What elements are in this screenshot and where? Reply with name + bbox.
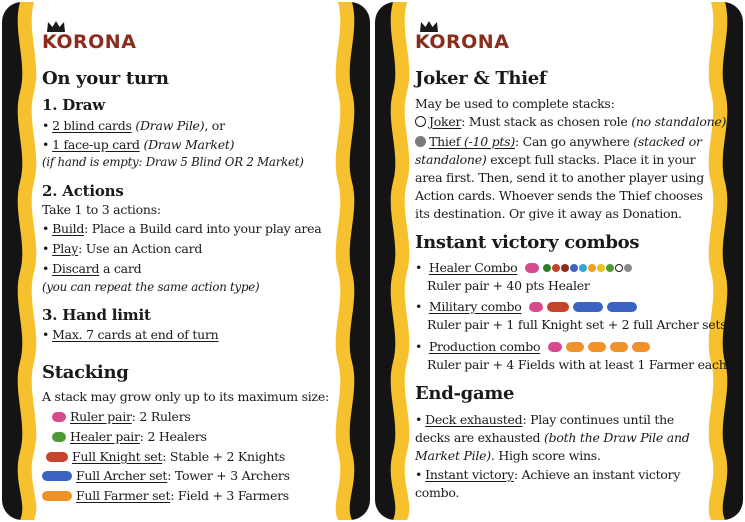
thief-note-2: standalone): [415, 152, 487, 167]
healer-combo-desc: Ruler pair + 40 pts Healer: [427, 278, 590, 293]
thief-label: Thief: [429, 134, 461, 149]
thief-token-icon: [415, 136, 426, 147]
hand-limit-rule: [42, 327, 218, 342]
deck-exhausted-note-2: (both the Draw Pile and: [543, 430, 690, 445]
actions-intro: Take 1 to 3 actions:: [42, 202, 161, 217]
repeat-note: (you can repeat the same action type): [42, 280, 260, 294]
instant-victory-line-2: combo.: [415, 485, 460, 500]
healer-pair-link[interactable]: Healer pair: [70, 429, 140, 444]
actions-title: 2. Actions: [42, 182, 124, 200]
joker-note: (no standalone): [631, 114, 727, 129]
healer-pair-text: : 2 Healers: [139, 429, 207, 444]
endgame-title: End-game: [415, 383, 515, 404]
thief-text-2: except full stacks. Place it in your: [486, 152, 696, 167]
ruler-chip-icon: [548, 342, 562, 352]
archer-set-link[interactable]: Full Archer set: [76, 468, 168, 483]
thief-note-1: (stacked or: [633, 134, 702, 149]
stacking-intro: A stack may grow only up to its maximum size:: [42, 389, 329, 404]
healer-dot-icon: [588, 264, 596, 272]
thief-rule-line-2: [415, 152, 695, 167]
stack-ruler-pair: [52, 409, 191, 424]
deck-exhausted-line-3: [415, 448, 601, 463]
ruler-chip-icon: [525, 263, 539, 273]
healer-dot-icon: [606, 264, 614, 272]
healer-combo-row: [415, 260, 633, 275]
deck-exhausted-note-3: Market Pile): [415, 448, 491, 463]
farmer-set-text: : Field + 3 Farmers: [170, 488, 289, 503]
joker-text: : Must stack as chosen role: [461, 114, 632, 129]
discard-text: a card: [99, 261, 142, 276]
military-combo-tokens: [529, 299, 641, 314]
healer-dot-icon: [561, 264, 569, 272]
draw-option-blind: [42, 118, 225, 133]
thief-rule-line-5: its destination. Or give it away as Donation.: [415, 206, 682, 221]
korona-logo: [42, 20, 152, 60]
action-play: [42, 241, 202, 256]
deck-exhausted-line-2: [415, 430, 690, 445]
knight-chip-icon: [46, 452, 68, 462]
archer-set-text: : Tower + 3 Archers: [167, 468, 290, 483]
joker-thief-intro: May be used to complete stacks:: [415, 96, 615, 111]
joker-rule: [415, 114, 730, 129]
korona-logo: [415, 20, 525, 60]
healer-dot-icon: [597, 264, 605, 272]
military-combo-row: [415, 299, 641, 314]
healer-dot-icon: [543, 264, 551, 272]
stacking-title: Stacking: [42, 362, 129, 383]
thief-link[interactable]: [429, 134, 515, 149]
healer-combo-tokens: [525, 260, 633, 275]
farmer-chip-icon: [610, 342, 628, 352]
farmer-chip-icon: [566, 342, 584, 352]
farmer-chip-icon: [42, 491, 72, 501]
build-link[interactable]: Build: [52, 221, 85, 236]
play-text: : Use an Action card: [78, 241, 203, 256]
archer-chip-icon: [42, 471, 72, 481]
action-discard: [42, 261, 141, 276]
production-combo-tokens: [548, 339, 654, 354]
knight-chip-icon: [547, 302, 569, 312]
deck-exhausted-link[interactable]: Deck exhausted: [425, 412, 523, 427]
archer-chip-icon: [607, 302, 637, 312]
logo-text: KORONA: [415, 31, 510, 53]
thief-rule-line-3: area first. Then, send it to another player using: [415, 170, 704, 185]
ruler-pair-link[interactable]: Ruler pair: [70, 409, 132, 424]
healer-combo-link[interactable]: Healer Combo: [428, 260, 518, 275]
instant-victory-line-1: [415, 467, 680, 482]
stack-healer-pair: [52, 429, 207, 444]
right-reference-card: [375, 2, 743, 520]
build-text: : Place a Build card into your play area: [84, 221, 322, 236]
healer-dot-icon: [615, 264, 623, 272]
combos-title: Instant victory combos: [415, 232, 640, 253]
draw-blind-note: (Draw Pile): [135, 118, 205, 133]
draw-title: 1. Draw: [42, 96, 106, 114]
deck-exhausted-text-2: decks are exhausted: [415, 430, 544, 445]
military-combo-link[interactable]: Military combo: [428, 299, 522, 314]
draw-blind-link[interactable]: 2 blind cards: [52, 118, 132, 133]
hand-limit-link[interactable]: Max. 7 cards at end of turn: [52, 327, 219, 342]
hand-limit-title: 3. Hand limit: [42, 306, 151, 324]
deck-exhausted-text-1: : Play continues until the: [522, 412, 675, 427]
draw-blind-tail: , or: [204, 118, 225, 133]
instant-victory-text-1: : Achieve an instant victory: [513, 467, 681, 482]
joker-token-icon: [415, 116, 426, 127]
left-reference-card: [2, 2, 370, 520]
deck-exhausted-text-3: . High score wins.: [490, 448, 601, 463]
ruler-pair-text: : 2 Rulers: [131, 409, 191, 424]
farmer-set-link[interactable]: Full Farmer set: [76, 488, 171, 503]
joker-thief-title: Joker & Thief: [415, 68, 547, 89]
draw-empty-hand-note: (if hand is empty: Draw 5 Blind OR 2 Market): [42, 155, 304, 169]
knight-set-text: : Stable + 2 Knights: [162, 449, 286, 464]
healer-chip-icon: [52, 432, 66, 442]
farmer-chip-icon: [588, 342, 606, 352]
logo-text: KORONA: [42, 31, 137, 53]
ruler-chip-icon: [52, 412, 66, 422]
stack-archer-set: [42, 468, 290, 483]
production-combo-desc: Ruler pair + 4 Fields with at least 1 Farmer each: [427, 357, 727, 372]
production-combo-link[interactable]: Production combo: [428, 339, 541, 354]
farmer-chip-icon: [632, 342, 650, 352]
stack-farmer-set: [42, 488, 289, 503]
healer-dot-icon: [552, 264, 560, 272]
draw-face-up-link[interactable]: 1 face-up card: [52, 137, 140, 152]
thief-text-1: : Can go anywhere: [514, 134, 634, 149]
thief-rule-line-1: [415, 134, 702, 149]
healer-dot-icon: [624, 264, 632, 272]
healer-dot-icon: [570, 264, 578, 272]
play-link[interactable]: Play: [52, 241, 79, 256]
joker-link[interactable]: Joker: [429, 114, 462, 129]
ruler-chip-icon: [529, 302, 543, 312]
production-combo-row: [415, 339, 654, 354]
deck-exhausted-line-1: [415, 412, 674, 427]
joker-end: .: [726, 114, 730, 129]
archer-chip-icon: [573, 302, 603, 312]
action-build: [42, 221, 322, 236]
military-combo-desc: Ruler pair + 1 full Knight set + 2 full Archer sets: [427, 317, 727, 332]
thief-rule-line-4: Action cards. Whoever sends the Thief chooses: [415, 188, 703, 203]
stack-knight-set: [46, 449, 285, 464]
draw-face-up-note: (Draw Market): [143, 137, 235, 152]
healer-dot-icon: [579, 264, 587, 272]
discard-link[interactable]: Discard: [52, 261, 100, 276]
instant-victory-link[interactable]: Instant victory: [425, 467, 514, 482]
turn-title: On your turn: [42, 68, 169, 89]
draw-option-face-up: [42, 137, 234, 152]
knight-set-link[interactable]: Full Knight set: [72, 449, 163, 464]
thief-points: (-10 pts): [460, 134, 515, 149]
